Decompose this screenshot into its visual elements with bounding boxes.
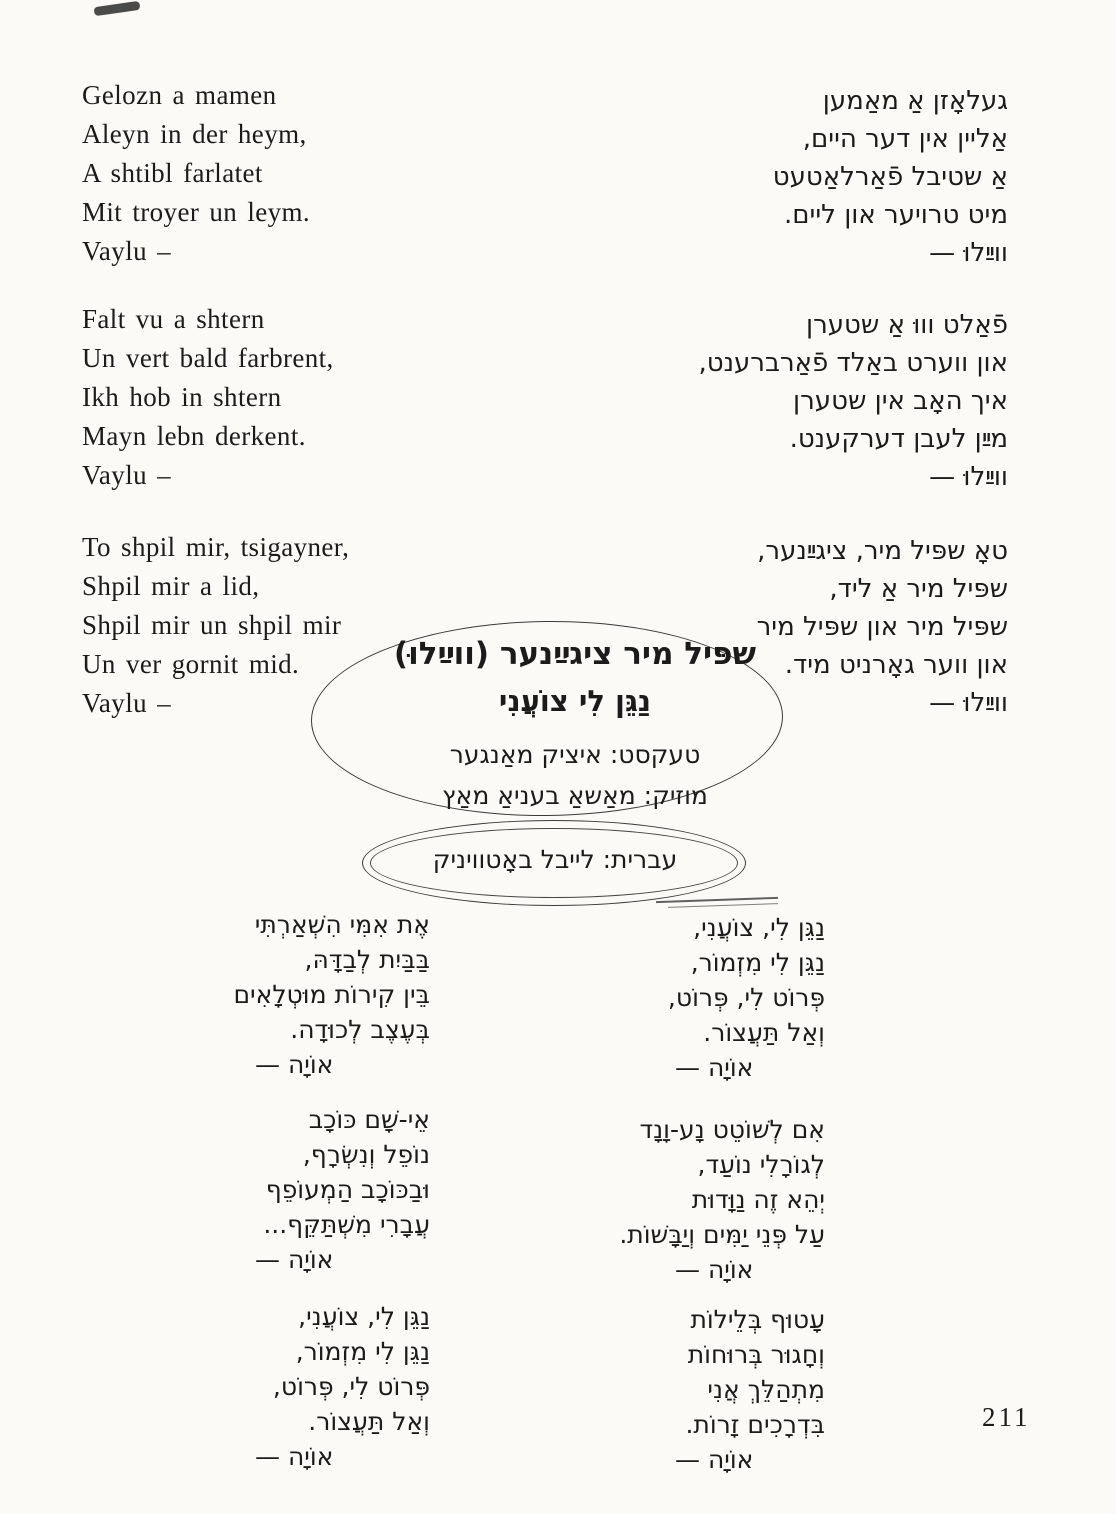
- hebrew-line: בַּבַּיִת לְבַדָּהּ,: [304, 945, 430, 974]
- scan-artifact: [668, 903, 778, 908]
- yiddish-line: מײַן לעבן דערקענט.: [789, 424, 1008, 454]
- scan-artifact: [656, 897, 778, 903]
- hebrew-left-stanza-3: [255, 1299, 430, 1474]
- refrain-line: Vaylu –: [82, 236, 172, 266]
- translit-line: Mayn lebn derkent.: [82, 421, 306, 451]
- yiddish-stanza-1: [758, 82, 1008, 272]
- refrain-line: אוֹיָה —: [255, 1245, 334, 1274]
- translit-line: Aleyn in der heym,: [82, 119, 307, 149]
- hebrew-line: בֵּין קִירוֹת מוּטְלָאִים: [233, 980, 430, 1009]
- scan-smudge: [94, 1, 141, 16]
- translit-stanza-3: [82, 528, 349, 723]
- refrain-line: ווײַלוּ —: [929, 462, 1008, 492]
- hebrew-line: לְגוֹרָלִי נוֹעַד,: [697, 1150, 825, 1179]
- hebrew-line: אֶת אִמִּי הִשְׁאַרְתִּי: [254, 910, 430, 939]
- hebrew-line: נַגֵּן לִי, צוֹעֲנִי,: [693, 913, 825, 942]
- hebrew-line: נַגֵּן לִי מִזְמוֹר,: [295, 1337, 430, 1366]
- translit-stanza-2: [82, 300, 334, 495]
- refrain-line: Vaylu –: [82, 688, 172, 718]
- yiddish-line: געלאָזן אַ מאַמען: [822, 86, 1008, 116]
- translit-line: Mit troyer un leym.: [82, 197, 311, 227]
- hebrew-line: פְּרוֹט לִי, פְּרוֹט,: [272, 1372, 430, 1401]
- hebrew-line: וּבַכּוֹכָב הַמְעוֹפֵף: [265, 1175, 430, 1204]
- yiddish-line: מיט טרויער און ליים.: [784, 200, 1008, 230]
- text-credit: טעקסט: איציק מאַנגער: [449, 740, 701, 769]
- yiddish-line: און ווער גאָרניט מיד.: [784, 650, 1008, 680]
- hebrew-line: נַגֵּן לִי, צוֹעֲנִי,: [298, 1302, 430, 1331]
- yiddish-line: שפּיל מיר אַ ליד,: [829, 574, 1008, 604]
- hebrew-line: מִתְהַלֵּךְ אֲנִי: [707, 1375, 825, 1404]
- hebrew-right-stanza-1: [667, 910, 825, 1085]
- hebrew-right-stanza-2: [619, 1112, 825, 1287]
- refrain-line: ווײַלוּ —: [929, 238, 1008, 268]
- translit-line: Falt vu a shtern: [82, 304, 265, 334]
- translit-line: Shpil mir a lid,: [82, 571, 260, 601]
- hebrew-line: וְחָגוּר בְּרוּחוֹת: [687, 1340, 825, 1369]
- hebrew-line: נַגֵּן לִי מִזְמוֹר,: [690, 948, 825, 977]
- hebrew-line: וְאַל תַּעֲצוֹר.: [703, 1018, 825, 1047]
- music-credit: מוזיק: מאַשאַ בעניאַ מאַץ: [442, 781, 708, 810]
- hebrew-line: בְּעֶצֶב לְכוּדָה.: [290, 1015, 430, 1044]
- yiddish-line: איך האָב אין שטערן: [793, 386, 1008, 416]
- yiddish-line: פֿאַלט וווּ אַ שטערן: [806, 310, 1008, 340]
- translit-line: Un ver gornit mid.: [82, 649, 300, 679]
- hebrew-line: אִם לְשׁוֹטֵט נָע-וָנָד: [639, 1115, 825, 1144]
- hebrew-left-stanza-1: [233, 907, 430, 1082]
- refrain-line: אוֹיָה —: [675, 1445, 754, 1474]
- hebrew-left-stanza-2: [255, 1102, 430, 1277]
- refrain-line: אוֹיָה —: [675, 1255, 754, 1284]
- yiddish-line: אַ שטיבל פֿאַרלאַטעט: [772, 162, 1008, 192]
- hebrew-line: נוֹפֵל וְנִשְׂרָף,: [302, 1140, 430, 1169]
- refrain-line: אוֹיָה —: [255, 1442, 334, 1471]
- yiddish-line: און ווערט באַלד פֿאַרברענט,: [698, 348, 1008, 378]
- translation-credit: עברית: לייבל באָטוויניק: [432, 845, 678, 874]
- hebrew-line: עֲבָרִי מִשְׁתַּקֵּף...: [263, 1210, 430, 1239]
- hebrew-line: יְהֵא זֶה נַוָּדוּת: [691, 1185, 825, 1214]
- yiddish-line: טאָ שפּיל מיר, ציגײַנער,: [757, 536, 1008, 566]
- song-title-yiddish: שפּיל מיר ציגײַנער (ווײַלוּ): [393, 636, 757, 672]
- translit-stanza-1: [82, 76, 310, 271]
- hebrew-right-stanza-3: [675, 1302, 825, 1477]
- hebrew-line: בִּדְרָכִים זָרוֹת.: [685, 1410, 825, 1439]
- yiddish-line: שפּיל מיר און שפּיל מיר: [756, 612, 1008, 642]
- translit-line: Ikh hob in shtern: [82, 382, 282, 412]
- refrain-line: אוֹיָה —: [675, 1053, 754, 1082]
- translit-line: To shpil mir, tsigayner,: [82, 532, 350, 562]
- hebrew-line: פְּרוֹט לִי, פְּרוֹט,: [667, 983, 825, 1012]
- translit-line: A shtibl farlatet: [82, 158, 263, 188]
- translit-line: Shpil mir un shpil mir: [82, 610, 342, 640]
- refrain-line: ווײַלוּ —: [929, 688, 1008, 718]
- yiddish-line: אַליין אין דער היים,: [802, 124, 1008, 154]
- refrain-line: Vaylu –: [82, 460, 172, 490]
- page-number: 211: [982, 1402, 1031, 1432]
- song-title-hebrew: נַגֵּן לִי צוֹעֲנִי: [498, 684, 652, 718]
- hebrew-line: עָטוּף בְּלֵילוֹת: [690, 1305, 825, 1334]
- hebrew-line: עַל פְּנֵי יַמִּים וְיַבָּשׁוֹת.: [619, 1220, 825, 1249]
- hebrew-line: וְאַל תַּעֲצוֹר.: [308, 1407, 430, 1436]
- refrain-line: אוֹיָה —: [255, 1050, 334, 1079]
- hebrew-line: אֵי-שָׁם כּוֹכָב: [308, 1105, 430, 1134]
- yiddish-stanza-2: [698, 306, 1008, 496]
- translit-line: Gelozn a mamen: [82, 80, 277, 110]
- translit-line: Un vert bald farbrent,: [82, 343, 334, 373]
